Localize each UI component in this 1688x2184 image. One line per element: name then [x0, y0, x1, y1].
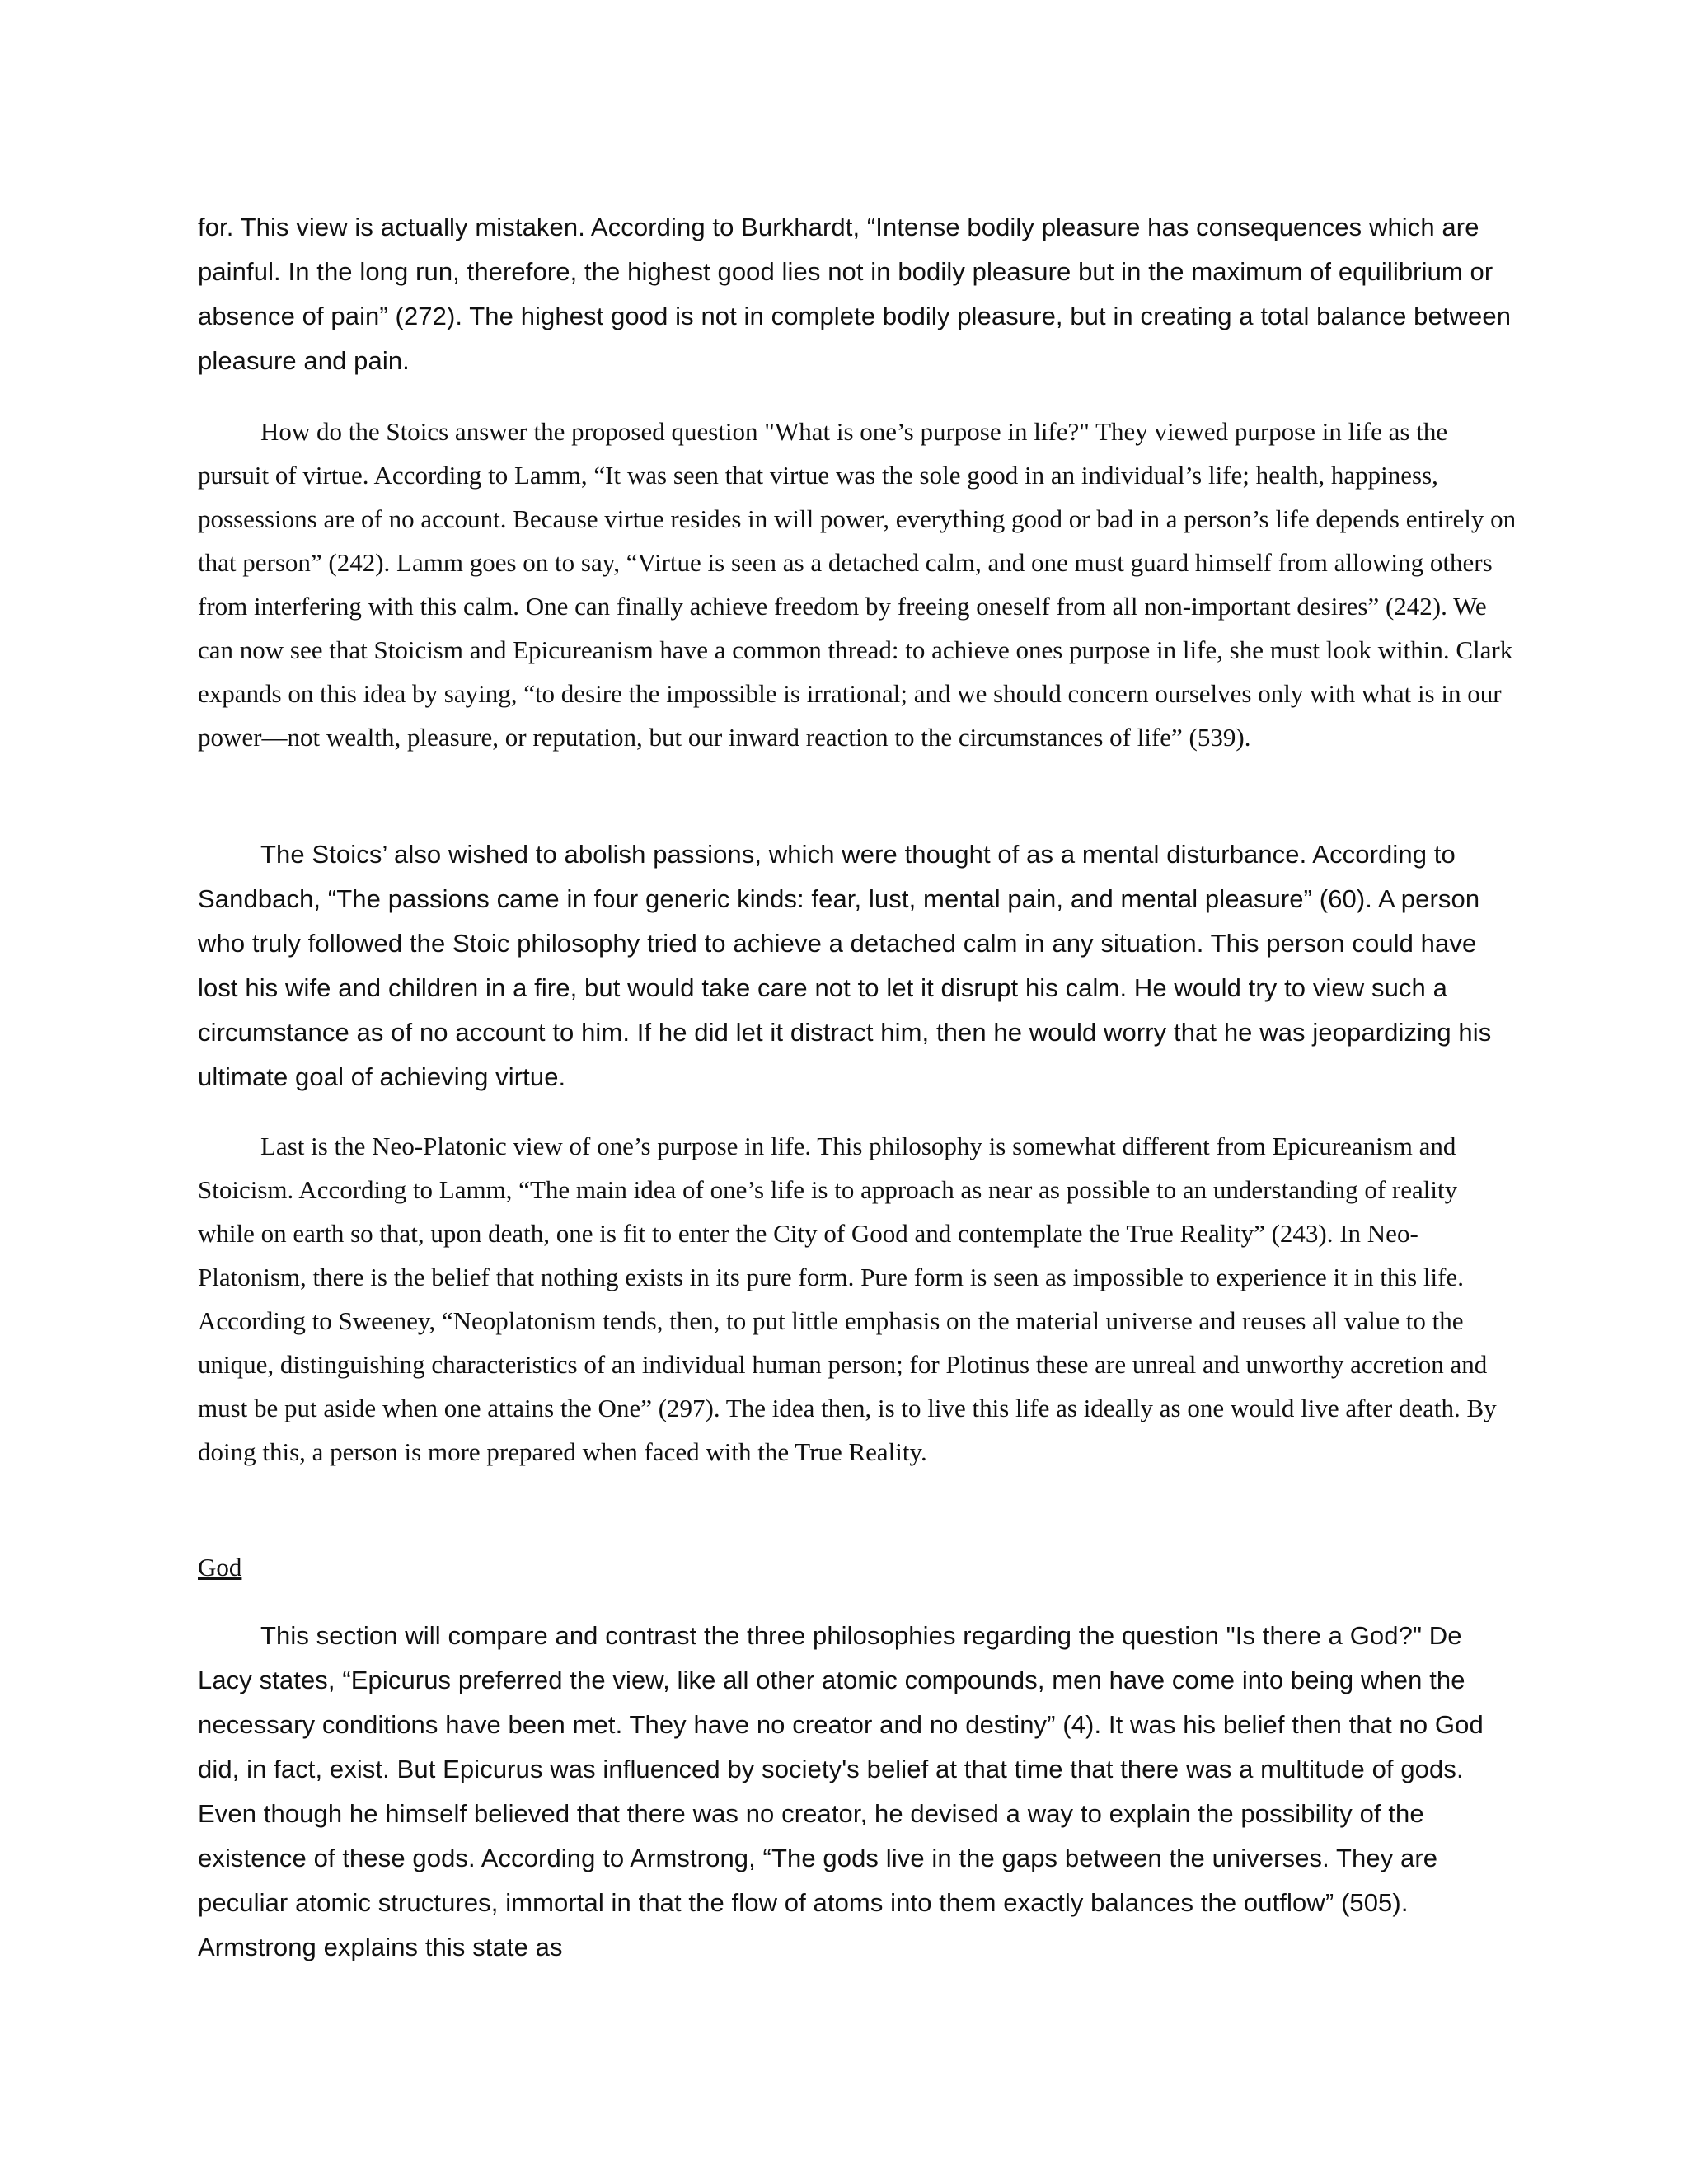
section-heading-god: God: [198, 1553, 242, 1582]
paragraph-epicurean-pleasure: for. This view is actually mistaken. According to Burkhardt, “Intense bodily pleasure has consequences which are painful. In the long run, therefore, the highest good lies not in bodily pleasure but in the maximum of equilibrium or absence of pain” (272). The highest good is not in complete bodily pleasure, but in creating a total balance between pleasure and pain.: [198, 213, 1512, 375]
paragraph-stoic-passions: The Stoics’ also wished to abolish passions, which were thought of as a mental disturbance. According to Sandbach, “The passions came in four generic kinds: fear, lust, mental pain, and mental pleasure” (60). A person who truly followed the Stoic philosophy tried to achieve a detached calm in any situation. This person could have lost his wife and children in a fire, but would take care not to let it disrupt his calm. He would try to view such a circumstance as of no account to him. If he did let it distract him, then he would worry that he was jeopardizing his ultimate goal of achieving virtue.: [198, 840, 1492, 1091]
paragraph-stoic-purpose: How do the Stoics answer the proposed question "What is one’s purpose in life?" They viewed purpose in life as the pursuit of virtue. According to Lamm, “It was seen that virtue was the sole good in an individual’s life; health, happiness, possessions are of no account. Because virtue resides in will power, everything good or bad in a person’s life depends entirely on that person” (242). Lamm goes on to say, “Virtue is seen as a detached calm, and one must guard himself from allowing others from interfering with this calm. One can finally achieve freedom by freeing oneself from all non-important desires” (242). We can now see that Stoicism and Epicureanism have a common thread: to achieve ones purpose in life, she must look within. Clark expands on this idea by saying, “to desire the impossible is irrational; and we should concern ourselves only with what is in our power—not wealth, pleasure, or reputation, but our inward reaction to the circumstances of life” (539).: [198, 417, 1517, 752]
paragraph-god-comparison: This section will compare and contrast the three philosophies regarding the question "Is there a God?" De Lacy states, “Epicurus preferred the view, like all other atomic compounds, men have come into being when the necessary conditions have been met. They have no creator and no destiny” (4). It was his belief then that no God did, in fact, exist. But Epicurus was influenced by society's belief at that time that there was a multitude of gods. Even though he himself believed that there was no creator, he devised a way to explain the possibility of the existence of these gods. According to Armstrong, “The gods live in the gaps between the universes. They are peculiar atomic structures, immortal in that the flow of atoms into them exactly balances the outflow” (505). Armstrong explains this state as: [198, 1621, 1484, 1961]
paragraph-neoplatonic-purpose: Last is the Neo-Platonic view of one’s purpose in life. This philosophy is somewhat different from Epicureanism and Stoicism. According to Lamm, “The main idea of one’s life is to approach as near as possible to an understanding of reality while on earth so that, upon death, one is fit to enter the City of Good and contemplate the True Reality” (243). In Neo-Platonism, there is the belief that nothing exists in its pure form. Pure form is seen as impossible to experience it in this life. According to Sweeney, “Neoplatonism tends, then, to put little emphasis on the material universe and reuses all value to the unique, distinguishing characteristics of an individual human person; for Plotinus these are unreal and unworthy accretion and must be put aside when one attains the One” (297). The idea then, is to live this life as ideally as one would live after death. By doing this, a person is more prepared when faced with the True Reality.: [198, 1132, 1497, 1466]
